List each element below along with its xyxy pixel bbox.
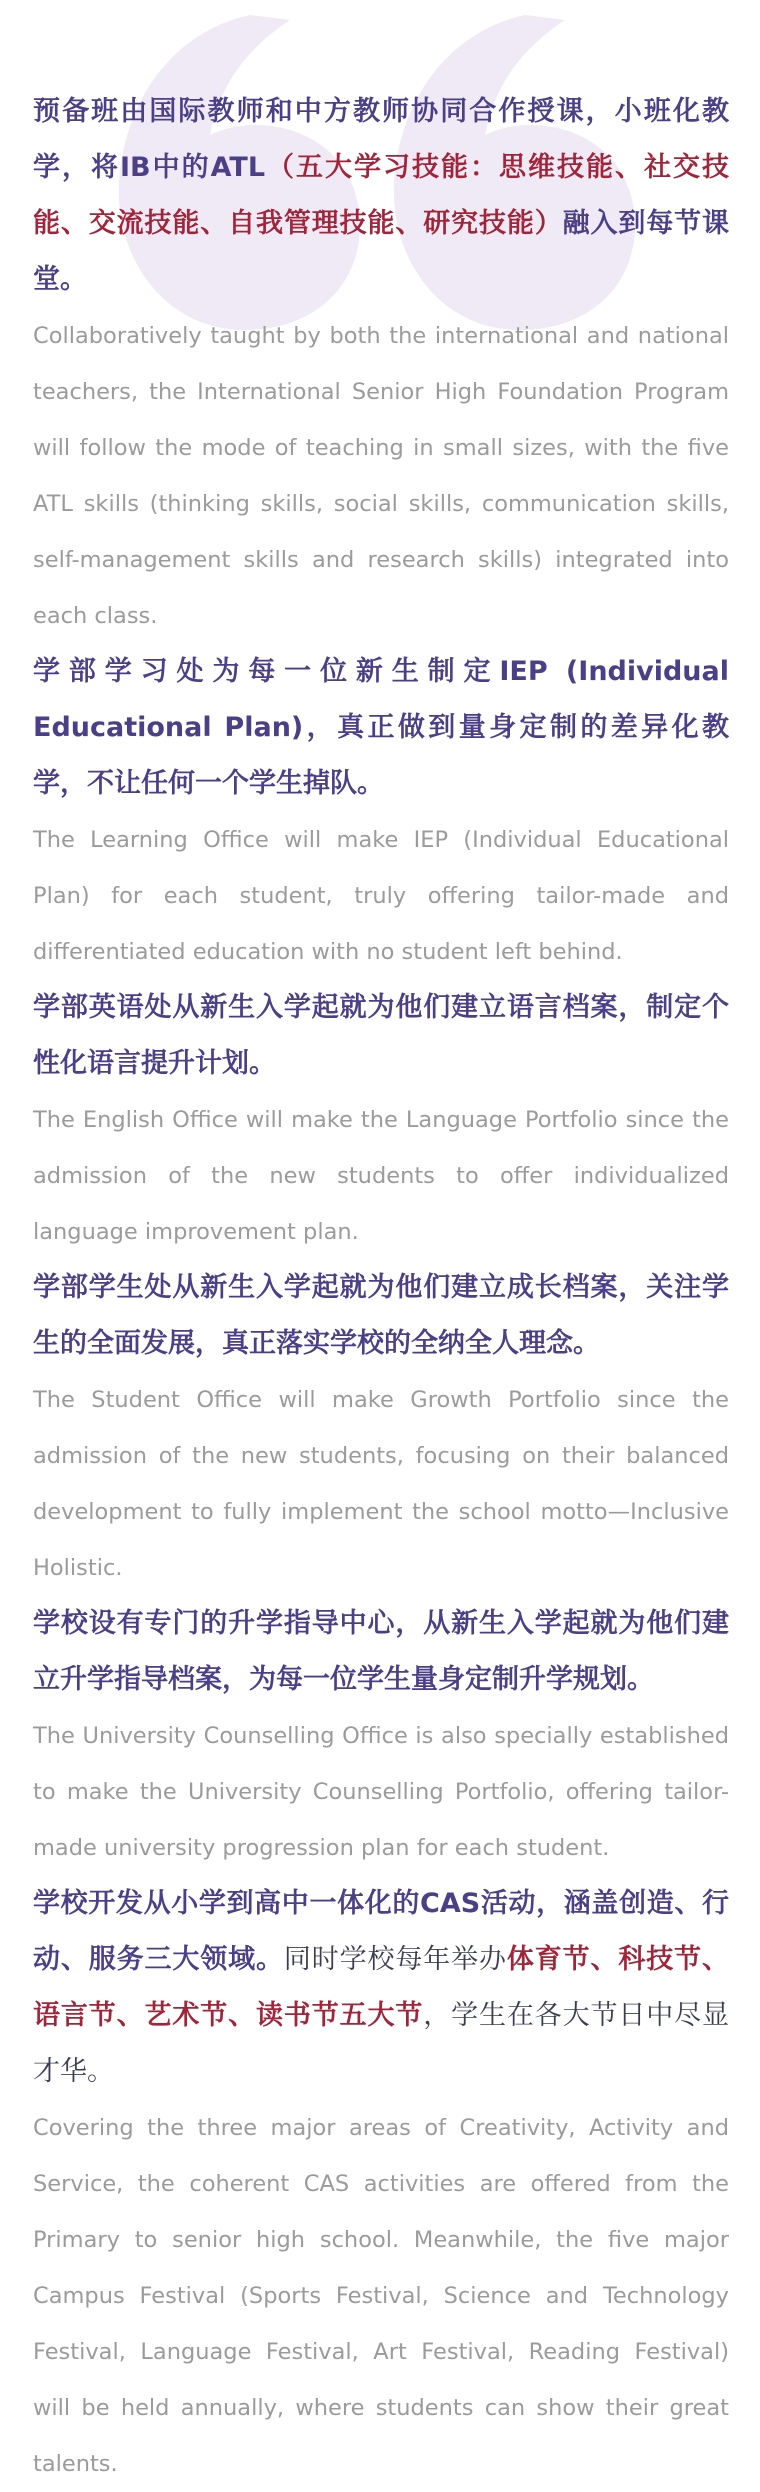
paragraph-2-english: The Learning Office will make IEP (Individual Educational Plan) for each student, truly offering tailor-made and differentiated education with no student left behind. xyxy=(33,827,729,965)
text-segment: 融入到每节课堂。 xyxy=(33,208,729,295)
paragraph-4-chinese: 学部学生处从新生入学起就为他们建立成长档案，关注学生的全面发展，真正落实学校的全纳全人理念。 xyxy=(33,1272,729,1359)
paragraph-3-chinese: 学部英语处从新生入学起就为他们建立语言档案，制定个性化语言提升计划。 xyxy=(33,992,729,1079)
text-segment: 预备班由国际教师和中方教师协同合作授课，小班化教学，将IB中的ATL xyxy=(33,96,729,183)
paragraph-6-english: Covering the three major areas of Creativity, Activity and Service, the coherent CAS activities are offered from the Primary to senior high school. Meanwhile, the five major Campus Festival (Sports Festival, Science and Technology Festival, Language Festival, Art Festival, Reading Festival) will be held annually, where students can show their great talents. xyxy=(33,2115,729,2477)
festivals-highlight: 体育节、科技节、语言节、艺术节、读书节五大节 xyxy=(33,1944,729,2031)
paragraph-1-chinese xyxy=(33,84,729,308)
paragraph-5-english: The University Counselling Office is also specially established to make the University Counselling Portfolio, offering tailor-made university progression plan for each student. xyxy=(33,1723,729,1861)
text-segment: ，学生在各大节日中尽显才华。 xyxy=(33,2000,729,2087)
paragraph-2-chinese: 学部学习处为每一位新生制定IEP (Individual Educational Plan)，真正做到量身定制的差异化教学，不让任何一个学生掉队。 xyxy=(33,656,729,799)
text-segment: 学校开发从小学到高中一体化的CAS活动，涵盖创造、行动、服务三大领域。 xyxy=(33,1888,729,1975)
paragraph-6-chinese xyxy=(33,1876,729,2100)
paragraph-5-chinese: 学校设有专门的升学指导中心，从新生入学起就为他们建立升学指导档案，为每一位学生量身定制升学规划。 xyxy=(33,1608,729,1695)
paragraph-4-english: The Student Office will make Growth Portfolio since the admission of the new students, focusing on their balanced development to fully implement the school motto—Inclusive Holistic. xyxy=(33,1387,729,1581)
atl-skills-highlight: （五大学习技能：思维技能、社交技能、交流技能、自我管理技能、研究技能） xyxy=(33,152,729,239)
text-segment: 同时学校每年举办 xyxy=(283,1944,507,1975)
paragraph-3-english: The English Office will make the Language Portfolio since the admission of the new students to offer individualized language improvement plan. xyxy=(33,1107,729,1245)
paragraph-1-english: Collaboratively taught by both the international and national teachers, the International Senior High Foundation Program will follow the mode of teaching in small sizes, with the five ATL skills (thinking skills, social skills, communication skills, self-management skills and research skills) integrated into each class. xyxy=(33,323,729,629)
